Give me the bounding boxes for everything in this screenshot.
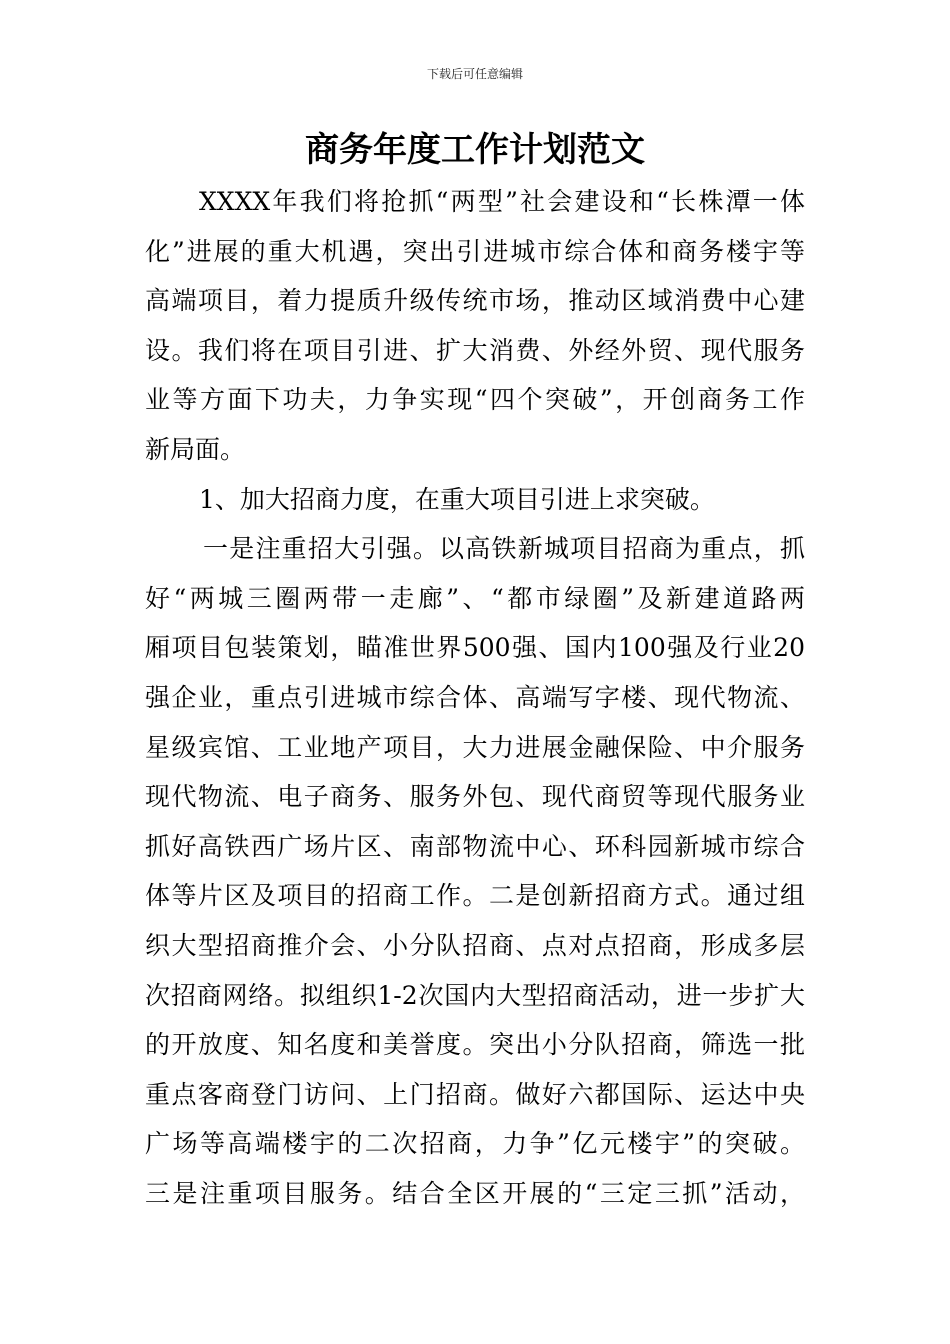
paragraph-line: 好“两城三圈两带一走廊”、“都市绿圈”及新建道路两 bbox=[145, 583, 805, 613]
paragraph-line: 一是注重招大引强。以高铁新城项目招商为重点，抓 bbox=[203, 534, 805, 564]
paragraph-line: 强企业，重点引进城市综合体、高端写字楼、现代物流、 bbox=[145, 682, 805, 712]
paragraph-line: 新局面。 bbox=[145, 434, 246, 464]
section-heading: 1、加大招商力度，在重大项目引进上求突破。 bbox=[199, 484, 715, 514]
paragraph-line: 抓好高铁西广场片区、南部物流中心、环科园新城市综合 bbox=[145, 831, 805, 861]
paragraph-line: 重点客商登门访问、上门招商。做好六都国际、运达中央 bbox=[145, 1079, 805, 1109]
paragraph-line: 体等片区及项目的招商工作。二是创新招商方式。通过组 bbox=[145, 881, 805, 911]
paragraph-line: 的开放度、知名度和美誉度。突出小分队招商，筛选一批 bbox=[145, 1030, 805, 1060]
paragraph-line: 三是注重项目服务。结合全区开展的“三定三抓”活动， bbox=[145, 1178, 805, 1208]
paragraph-line: XXXX年我们将抢抓“两型”社会建设和“长株潭一体 bbox=[199, 187, 805, 216]
paragraph-line: 设。我们将在项目引进、扩大消费、外经外贸、现代服务 bbox=[145, 335, 805, 365]
paragraph-line: 现代物流、电子商务、服务外包、现代商贸等现代服务业 bbox=[145, 782, 805, 812]
paragraph-line: 化”进展的重大机遇，突出引进城市综合体和商务楼宇等 bbox=[145, 236, 805, 266]
paragraph-line: 广场等高端楼宇的二次招商，力争”亿元楼宇”的突破。 bbox=[145, 1129, 805, 1159]
paragraph-line: 高端项目，着力提质升级传统市场，推动区域消费中心建 bbox=[145, 286, 805, 316]
document-title: 商务年度工作计划范文 bbox=[305, 130, 645, 170]
document-body bbox=[145, 177, 805, 1218]
paragraph-line: 厢项目包装策划，瞄准世界500强、国内100强及行业20 bbox=[145, 633, 805, 663]
paragraph-line: 织大型招商推介会、小分队招商、点对点招商，形成多层 bbox=[145, 930, 805, 960]
header-note: 下载后可任意编辑 bbox=[426, 67, 523, 81]
paragraph-line: 次招商网络。拟组织1-2次国内大型招商活动，进一步扩大 bbox=[145, 980, 805, 1010]
paragraph-line: 星级宾馆、工业地产项目，大力进展金融保险、中介服务 bbox=[145, 732, 805, 762]
paragraph-line: 业等方面下功夫，力争实现“四个突破”，开创商务工作 bbox=[145, 385, 805, 415]
